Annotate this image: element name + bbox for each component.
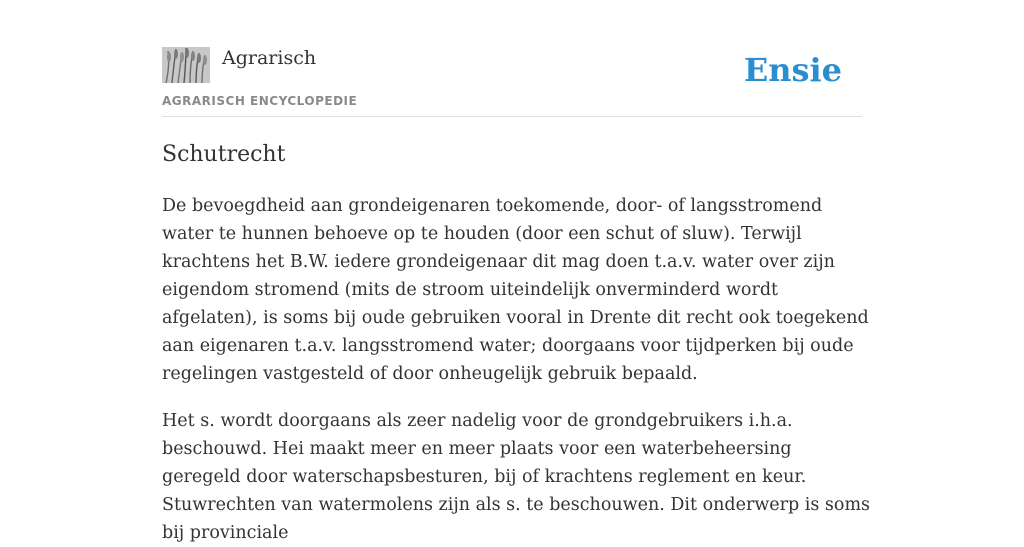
brand-logo[interactable]: Ensie [743,51,842,89]
article-paragraph: Het s. wordt doorgaans als zeer nadelig voor de grondgebruikers i.h.a. beschouwd. Hei maakt meer en meer plaats voor een waterbeheersing geregeld door waterschapsbesturen, bij of krachtens reglement en keur. Stuwrechten van watermolens zijn als s. te beschouwen. Dit onderwerp is soms bij provinciale [162,411,871,543]
site-header [162,40,862,117]
publication-subtitle: AGRARISCH ENCYCLOPEDIE [162,94,358,108]
wheat-field-icon[interactable] [162,47,210,83]
article-paragraph: De bevoegdheid aan grondeigenaren toekomende, door- of langsstromend water te hunnen behoeve op te houden (door een schut of sluw). Terwijl krachtens het B.W. iedere grondeigenaar dit mag doen t.a.v. water over zijn eigendom stromend (mits de stroom uiteindelijk onverminderd wordt afgelaten), is soms bij oude gebruiken vooral in Drente dit recht ook toegekend aan eigenaren t.a.v. langsstromend water; doorgaans voor tijdperken bij oude regelingen vastgesteld of door onheugelijk gebruik bepaald. [162,196,869,384]
article-title: Schutrecht [162,142,286,167]
article [162,138,872,547]
publication-title[interactable]: Agrarisch [222,47,317,69]
